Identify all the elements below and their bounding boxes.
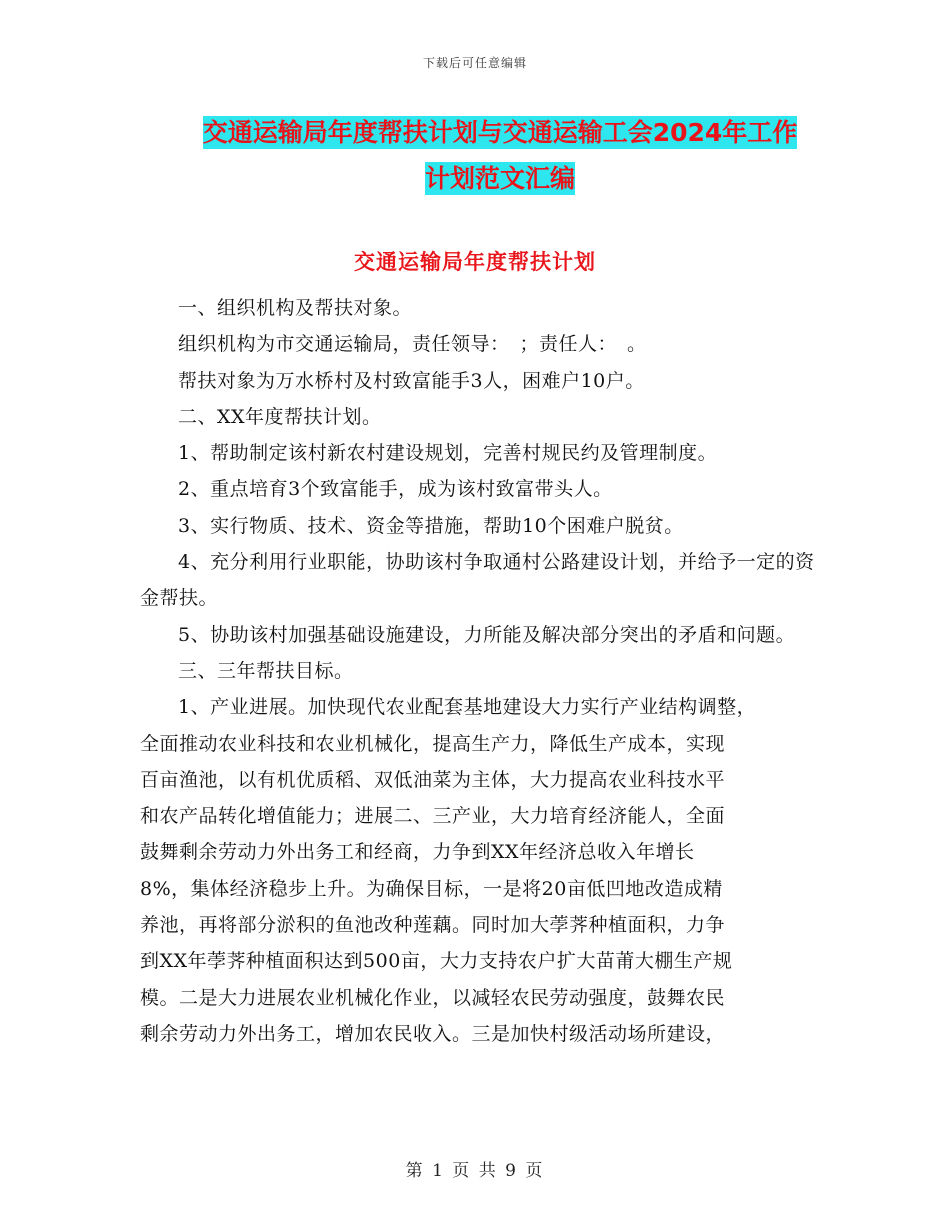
paragraph: 2、重点培育3个致富能手，成为该村致富带头人。	[178, 478, 613, 501]
paragraph-line: 鼓舞剩余劳动力外出务工和经商，力争到XX年经济总收入年增长	[140, 841, 695, 864]
document-title	[140, 110, 860, 202]
page-number-footer: 第 1 页 共 9 页	[405, 1161, 545, 1181]
paragraph: 帮扶对象为万水桥村及村致富能手3人，困难户10户。	[178, 369, 645, 392]
paragraph-line: 和农产品转化增值能力；进展二、三产业，大力培育经济能人，全面	[140, 805, 726, 828]
paragraph: 3、实行物质、技术、资金等措施，帮助10个困难户脱贫。	[178, 514, 684, 537]
paragraph-line: 剩余劳动力外出务工，增加农民收入。三是加快村级活动场所建设，	[140, 1022, 726, 1045]
paragraph-line: 养池，再将部分淤积的鱼池改种莲藕。同时加大荸荠种植面积，力争	[140, 914, 726, 937]
document-title-line-1: 交通运输局年度帮扶计划与交通运输工会2024年工作	[202, 118, 798, 147]
document-title-line-2: 计划范文汇编	[424, 164, 575, 193]
paragraph: 5、协助该村加强基础设施建设，力所能及解决部分突出的矛盾和问题。	[178, 623, 796, 646]
document-body	[140, 290, 820, 1052]
paragraph: 组织机构为市交通运输局，责任领导： ；责任人： 。	[178, 333, 647, 356]
paragraph-line: 模。二是大力进展农业机械化作业，以减轻农民劳动强度，鼓舞农民	[140, 986, 726, 1009]
paragraph-line: 8%，集体经济稳步上升。为确保目标，一是将20亩低凹地改造成精	[140, 877, 723, 900]
paragraph-line: 百亩渔池，以有机优质稻、双低油菜为主体，大力提高农业科技水平	[140, 768, 726, 791]
paragraph: 三、三年帮扶目标。	[178, 659, 354, 682]
paragraph-line: 全面推动农业科技和农业机械化，提高生产力，降低生产成本，实现	[140, 732, 726, 755]
paragraph: 二、XX年度帮扶计划。	[178, 405, 382, 428]
section-title: 交通运输局年度帮扶计划	[354, 250, 596, 274]
header-note: 下载后可任意编辑	[422, 56, 527, 70]
paragraph-line: 到XX年荸荠种植面积达到500亩，大力支持农户扩大苗莆大棚生产规	[140, 950, 733, 973]
paragraph: 1、帮助制定该村新农村建设规划，完善村规民约及管理制度。	[178, 442, 718, 465]
paragraph: 4、充分利用行业职能，协助该村争取通村公路建设计划，并给予一定的资金帮扶。	[140, 551, 815, 610]
paragraph: 1、产业进展。加快现代农业配套基地建设大力实行产业结构调整，	[178, 696, 757, 719]
paragraph: 一、组织机构及帮扶对象。	[178, 297, 413, 319]
